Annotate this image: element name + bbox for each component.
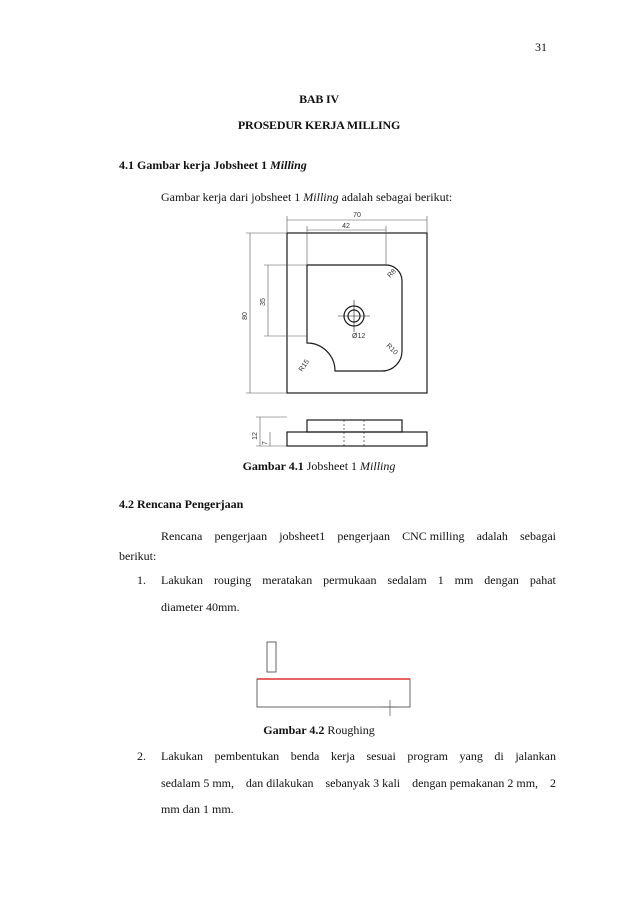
intro-prefix: Gambar kerja dari jobsheet 1 — [161, 190, 304, 204]
section-2-intro-end: berikut: — [119, 549, 157, 563]
intro-suffix: adalah sebagai berikut: — [338, 190, 453, 204]
figure-2-caption-text: Roughing — [324, 723, 375, 737]
side-view — [287, 420, 427, 446]
step-1-line-1 — [161, 573, 556, 588]
step-word: sesuai — [366, 749, 396, 763]
figure-2-caption — [0, 723, 638, 738]
intro-italic: Milling — [303, 190, 339, 204]
step-word: dan dilakukan — [245, 776, 314, 790]
intro-word: CNC milling — [402, 529, 465, 543]
step-word: Lakukan — [161, 749, 203, 763]
step-word: dengan pemakanan 2 mm, — [412, 776, 539, 790]
step-2-line-2 — [161, 776, 556, 791]
section-1-heading-italic: Milling — [270, 158, 307, 172]
step-word: rouging — [213, 573, 252, 587]
chapter-label: BAB IV — [299, 92, 339, 106]
step-word: benda — [290, 749, 320, 763]
dim-35: 35 — [260, 298, 267, 306]
intro-word: jobsheet1 — [279, 529, 326, 543]
intro-word: Rencana — [161, 529, 203, 543]
step-word: program — [407, 749, 448, 763]
section-2-intro-line — [161, 529, 556, 544]
pocket-profile — [307, 265, 402, 371]
dim-12: 12 — [252, 432, 259, 440]
dim-70: 70 — [353, 212, 361, 219]
step-word: permukaan — [323, 573, 377, 587]
step-word: sebanyak 3 kali — [325, 776, 401, 790]
figure-1-caption — [0, 459, 638, 474]
tool-outline — [267, 642, 276, 672]
section-1-heading-text: 4.1 Gambar kerja Jobsheet 1 — [119, 158, 271, 172]
section-2-heading: 4.2 Rencana Pengerjaan — [119, 497, 244, 511]
intro-word: pengerjaan — [337, 529, 390, 543]
step-1-number: 1. — [137, 573, 146, 587]
step-word: pahat — [529, 573, 556, 587]
figure-1-caption-italic: Milling — [360, 459, 396, 473]
step-1-line-2: diameter 40mm. — [161, 600, 240, 614]
section-1-heading — [119, 158, 307, 173]
step-2-line-3: mm dan 1 mm. — [161, 802, 234, 816]
dim-42: 42 — [342, 223, 350, 230]
step-2-number: 2. — [137, 749, 146, 763]
outer-plate-outline — [287, 233, 427, 393]
step-word: sedalam 5 mm, — [161, 776, 234, 790]
step-word: yang — [459, 749, 483, 763]
intro-word: pengerjaan — [214, 529, 268, 543]
step-word: mm — [454, 573, 474, 587]
intro-word: sebagai — [520, 529, 556, 543]
step-word: sedalam — [387, 573, 427, 587]
dim-r8: R8 — [386, 268, 398, 280]
step-word: di — [494, 749, 504, 763]
step-2-line-1 — [161, 749, 556, 764]
chapter-title: PROSEDUR KERJA MILLING — [237, 118, 401, 132]
dim-hole: Ø12 — [352, 333, 366, 340]
figure-1-caption-text: Jobsheet 1 — [303, 459, 361, 473]
step-word: pembentukan — [214, 749, 280, 763]
intro-word: adalah — [476, 529, 508, 543]
workpiece-outline — [257, 679, 410, 707]
dim-r10: R10 — [384, 342, 399, 357]
step-word: Lakukan — [161, 573, 203, 587]
step-word: dengan — [484, 573, 519, 587]
step-word: kerja — [330, 749, 355, 763]
section-1-intro — [161, 190, 452, 205]
roughing-drawing — [250, 636, 420, 720]
figure-2-caption-bold: Gambar 4.2 — [263, 723, 325, 737]
step-word: 2 — [549, 776, 556, 790]
step-word: jalankan — [515, 749, 556, 763]
step-word: 1 — [437, 573, 444, 587]
step-word: meratakan — [262, 573, 313, 587]
dim-7: 7 — [262, 441, 269, 445]
jobsheet-drawing — [230, 206, 440, 452]
dim-r15: R15 — [297, 358, 312, 374]
dim-80: 80 — [242, 312, 249, 320]
figure-1-caption-bold: Gambar 4.1 — [242, 459, 304, 473]
page-number: 31 — [535, 40, 547, 54]
